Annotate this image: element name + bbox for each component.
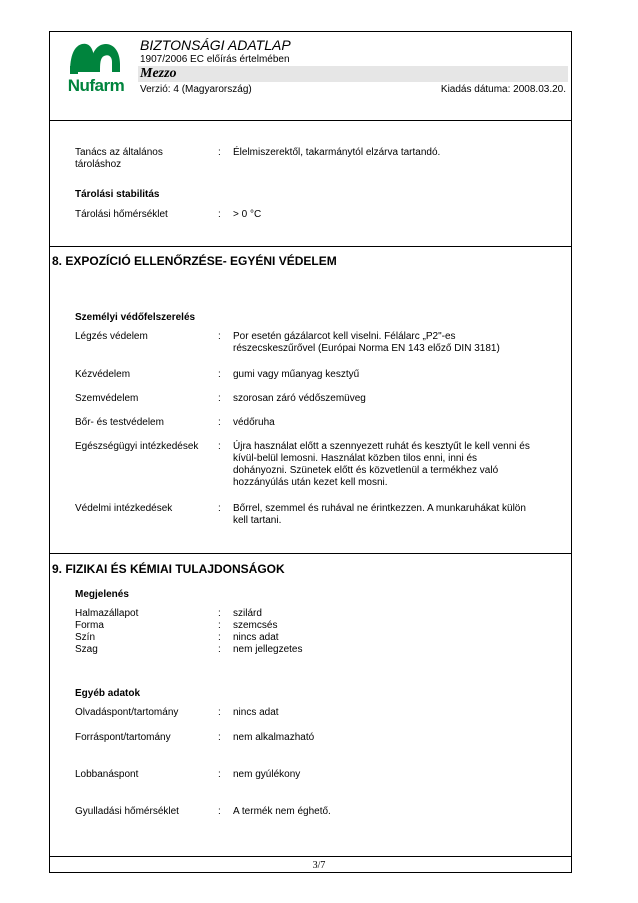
ppe-label: Kézvédelem xyxy=(75,369,131,380)
property-label: Szín xyxy=(75,632,96,643)
logo-text: Nufarm xyxy=(67,76,125,95)
colon: : xyxy=(218,644,221,655)
colon: : xyxy=(218,369,221,380)
regulation-text: 1907/2006 EC előírás értelmében xyxy=(140,54,290,65)
version-text: Verzió: 4 (Magyarország) xyxy=(140,84,252,95)
storage-temp-label: Tárolási hőmérséklet xyxy=(75,209,168,220)
colon: : xyxy=(218,331,221,342)
ppe-value: Bőrrel, szemmel és ruhával ne érintkezzen. A munkaruhákat külön kell tartani. xyxy=(233,503,526,526)
colon: : xyxy=(218,620,221,631)
other-data-heading: Egyéb adatok xyxy=(75,688,141,699)
section-divider xyxy=(49,553,572,554)
property-label: Lobbanáspont xyxy=(75,769,139,780)
header-divider xyxy=(49,120,572,121)
product-name: Mezzo xyxy=(140,66,177,81)
ppe-value: gumi vagy műanyag kesztyű xyxy=(233,369,360,380)
page-number: 3/7 xyxy=(312,860,326,871)
ppe-label: Egészségügyi intézkedések xyxy=(75,441,199,452)
ppe-label: Légzés védelem xyxy=(75,331,148,342)
colon: : xyxy=(218,769,221,780)
property-label: Szag xyxy=(75,644,98,655)
section-9-title: 9. FIZIKAI ÉS KÉMIAI TULAJDONSÁGOK xyxy=(52,562,285,576)
property-value: nincs adat xyxy=(233,707,279,718)
property-value: szilárd xyxy=(233,608,262,619)
colon: : xyxy=(218,147,221,158)
colon: : xyxy=(218,806,221,817)
ppe-label: Védelmi intézkedések xyxy=(75,503,173,514)
property-label: Olvadáspont/tartomány xyxy=(75,707,179,718)
footer-divider xyxy=(49,856,572,857)
document-title: BIZTONSÁGI ADATLAP xyxy=(140,37,291,53)
property-label: Forráspont/tartomány xyxy=(75,732,171,743)
colon: : xyxy=(218,707,221,718)
property-label: Forma xyxy=(75,620,104,631)
colon: : xyxy=(218,503,221,514)
section-divider xyxy=(49,246,572,247)
property-label: Gyulladási hőmérséklet xyxy=(75,806,179,817)
appearance-heading: Megjelenés xyxy=(75,589,129,600)
ppe-value: Újra használat előtt a szennyezett ruhát és kesztyűt le kell venni és kívül-belül lemosni. Használat közben tilos enni, inni és dohányozni. Szünetek előtt és közvetlenül a termékhez való hozzányúlás után kezet kell mosni. xyxy=(233,441,530,488)
storage-temp-value: > 0 °C xyxy=(233,209,262,220)
ppe-label: Szemvédelem xyxy=(75,393,139,404)
nufarm-logo xyxy=(60,38,132,98)
ppe-heading: Személyi védőfelszerelés xyxy=(75,312,196,323)
property-value: nem alkalmazható xyxy=(233,732,315,743)
property-label: Halmazállapot xyxy=(75,608,139,619)
property-value: szemcsés xyxy=(233,620,278,631)
ppe-label: Bőr- és testvédelem xyxy=(75,417,164,428)
storage-stability-heading: Tárolási stabilitás xyxy=(75,189,160,200)
property-value: nem gyúlékony xyxy=(233,769,301,780)
colon: : xyxy=(218,393,221,404)
colon: : xyxy=(218,608,221,619)
storage-advice-label: Tanács az általános tároláshoz xyxy=(75,147,163,170)
ppe-value: védőruha xyxy=(233,417,275,428)
colon: : xyxy=(218,209,221,220)
product-bar xyxy=(138,66,568,82)
ppe-value: Por esetén gázálarcot kell viselni. Félálarc „P2"-es részecskeszűrővel (Európai Norma EN 143 előző DIN 3181) xyxy=(233,331,500,354)
property-value: nincs adat xyxy=(233,632,279,643)
property-value: A termék nem éghető. xyxy=(233,806,331,817)
property-value: nem jellegzetes xyxy=(233,644,303,655)
issue-date: Kiadás dátuma: 2008.03.20. xyxy=(440,84,566,95)
colon: : xyxy=(218,441,221,452)
colon: : xyxy=(218,417,221,428)
section-8-title: 8. EXPOZÍCIÓ ELLENŐRZÉSE- EGYÉNI VÉDELEM xyxy=(52,254,337,268)
colon: : xyxy=(218,632,221,643)
storage-advice-value: Élelmiszerektől, takarmánytól elzárva tartandó. xyxy=(233,147,441,158)
ppe-value: szorosan záró védőszemüveg xyxy=(233,393,366,404)
colon: : xyxy=(218,732,221,743)
